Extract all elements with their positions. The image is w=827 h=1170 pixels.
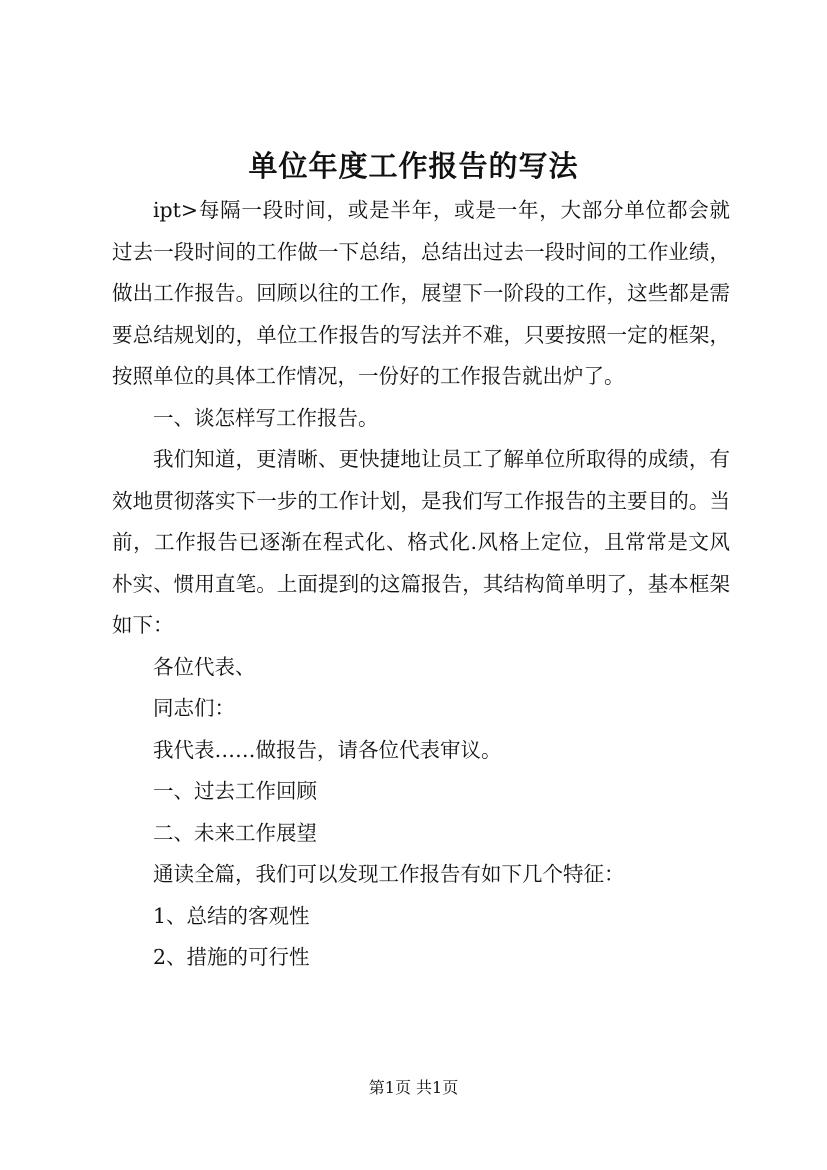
framework-line-greeting: 各位代表、 — [153, 654, 256, 679]
feature-item-feasibility: 2、措施的可行性 — [153, 945, 310, 969]
framework-line-comrades: 同志们： — [153, 696, 235, 720]
paragraph-features-intro: 通读全篇，我们可以发现工作报告有如下几个特征： — [153, 862, 625, 886]
document-title: 单位年度工作报告的写法 — [248, 149, 579, 183]
framework-line-report: 我代表……做报告，请各位代表审议。 — [153, 737, 502, 762]
framework-line-outlook: 二、未来工作展望 — [153, 820, 317, 845]
framework-line-review: 一、过去工作回顾 — [153, 779, 317, 803]
section-heading-how-to-write: 一、谈怎样写工作报告。 — [153, 405, 379, 430]
feature-item-objectivity: 1、总结的客观性 — [153, 903, 310, 928]
document-body — [112, 190, 730, 979]
page-footer: 第1页 共1页 — [368, 1078, 459, 1097]
paragraph-purpose: 我们知道，更清晰、更快捷地让员工了解单位所取得的成绩，有效地贯彻落实下一步的工作计划，是我们写工作报告的主要目的。当前，工作报告已逐渐在程式化、格式化.风格上定位，且常常是文风朴实、惯用直笔。上面提到的这篇报告，其结构简单明了，基本框架如下： — [112, 447, 730, 637]
paragraph-intro: ipt>每隔一段时间，或是半年，或是一年，大部分单位都会就过去一段时间的工作做一下总结，总结出过去一段时间的工作业绩，做出工作报告。回顾以往的工作，展望下一阶段的工作，这些都是需要总结规划的，单位工作报告的写法并不难，只要按照一定的框架，按照单位的具体工作情况，一份好的工作报告就出炉了。 — [112, 198, 730, 388]
